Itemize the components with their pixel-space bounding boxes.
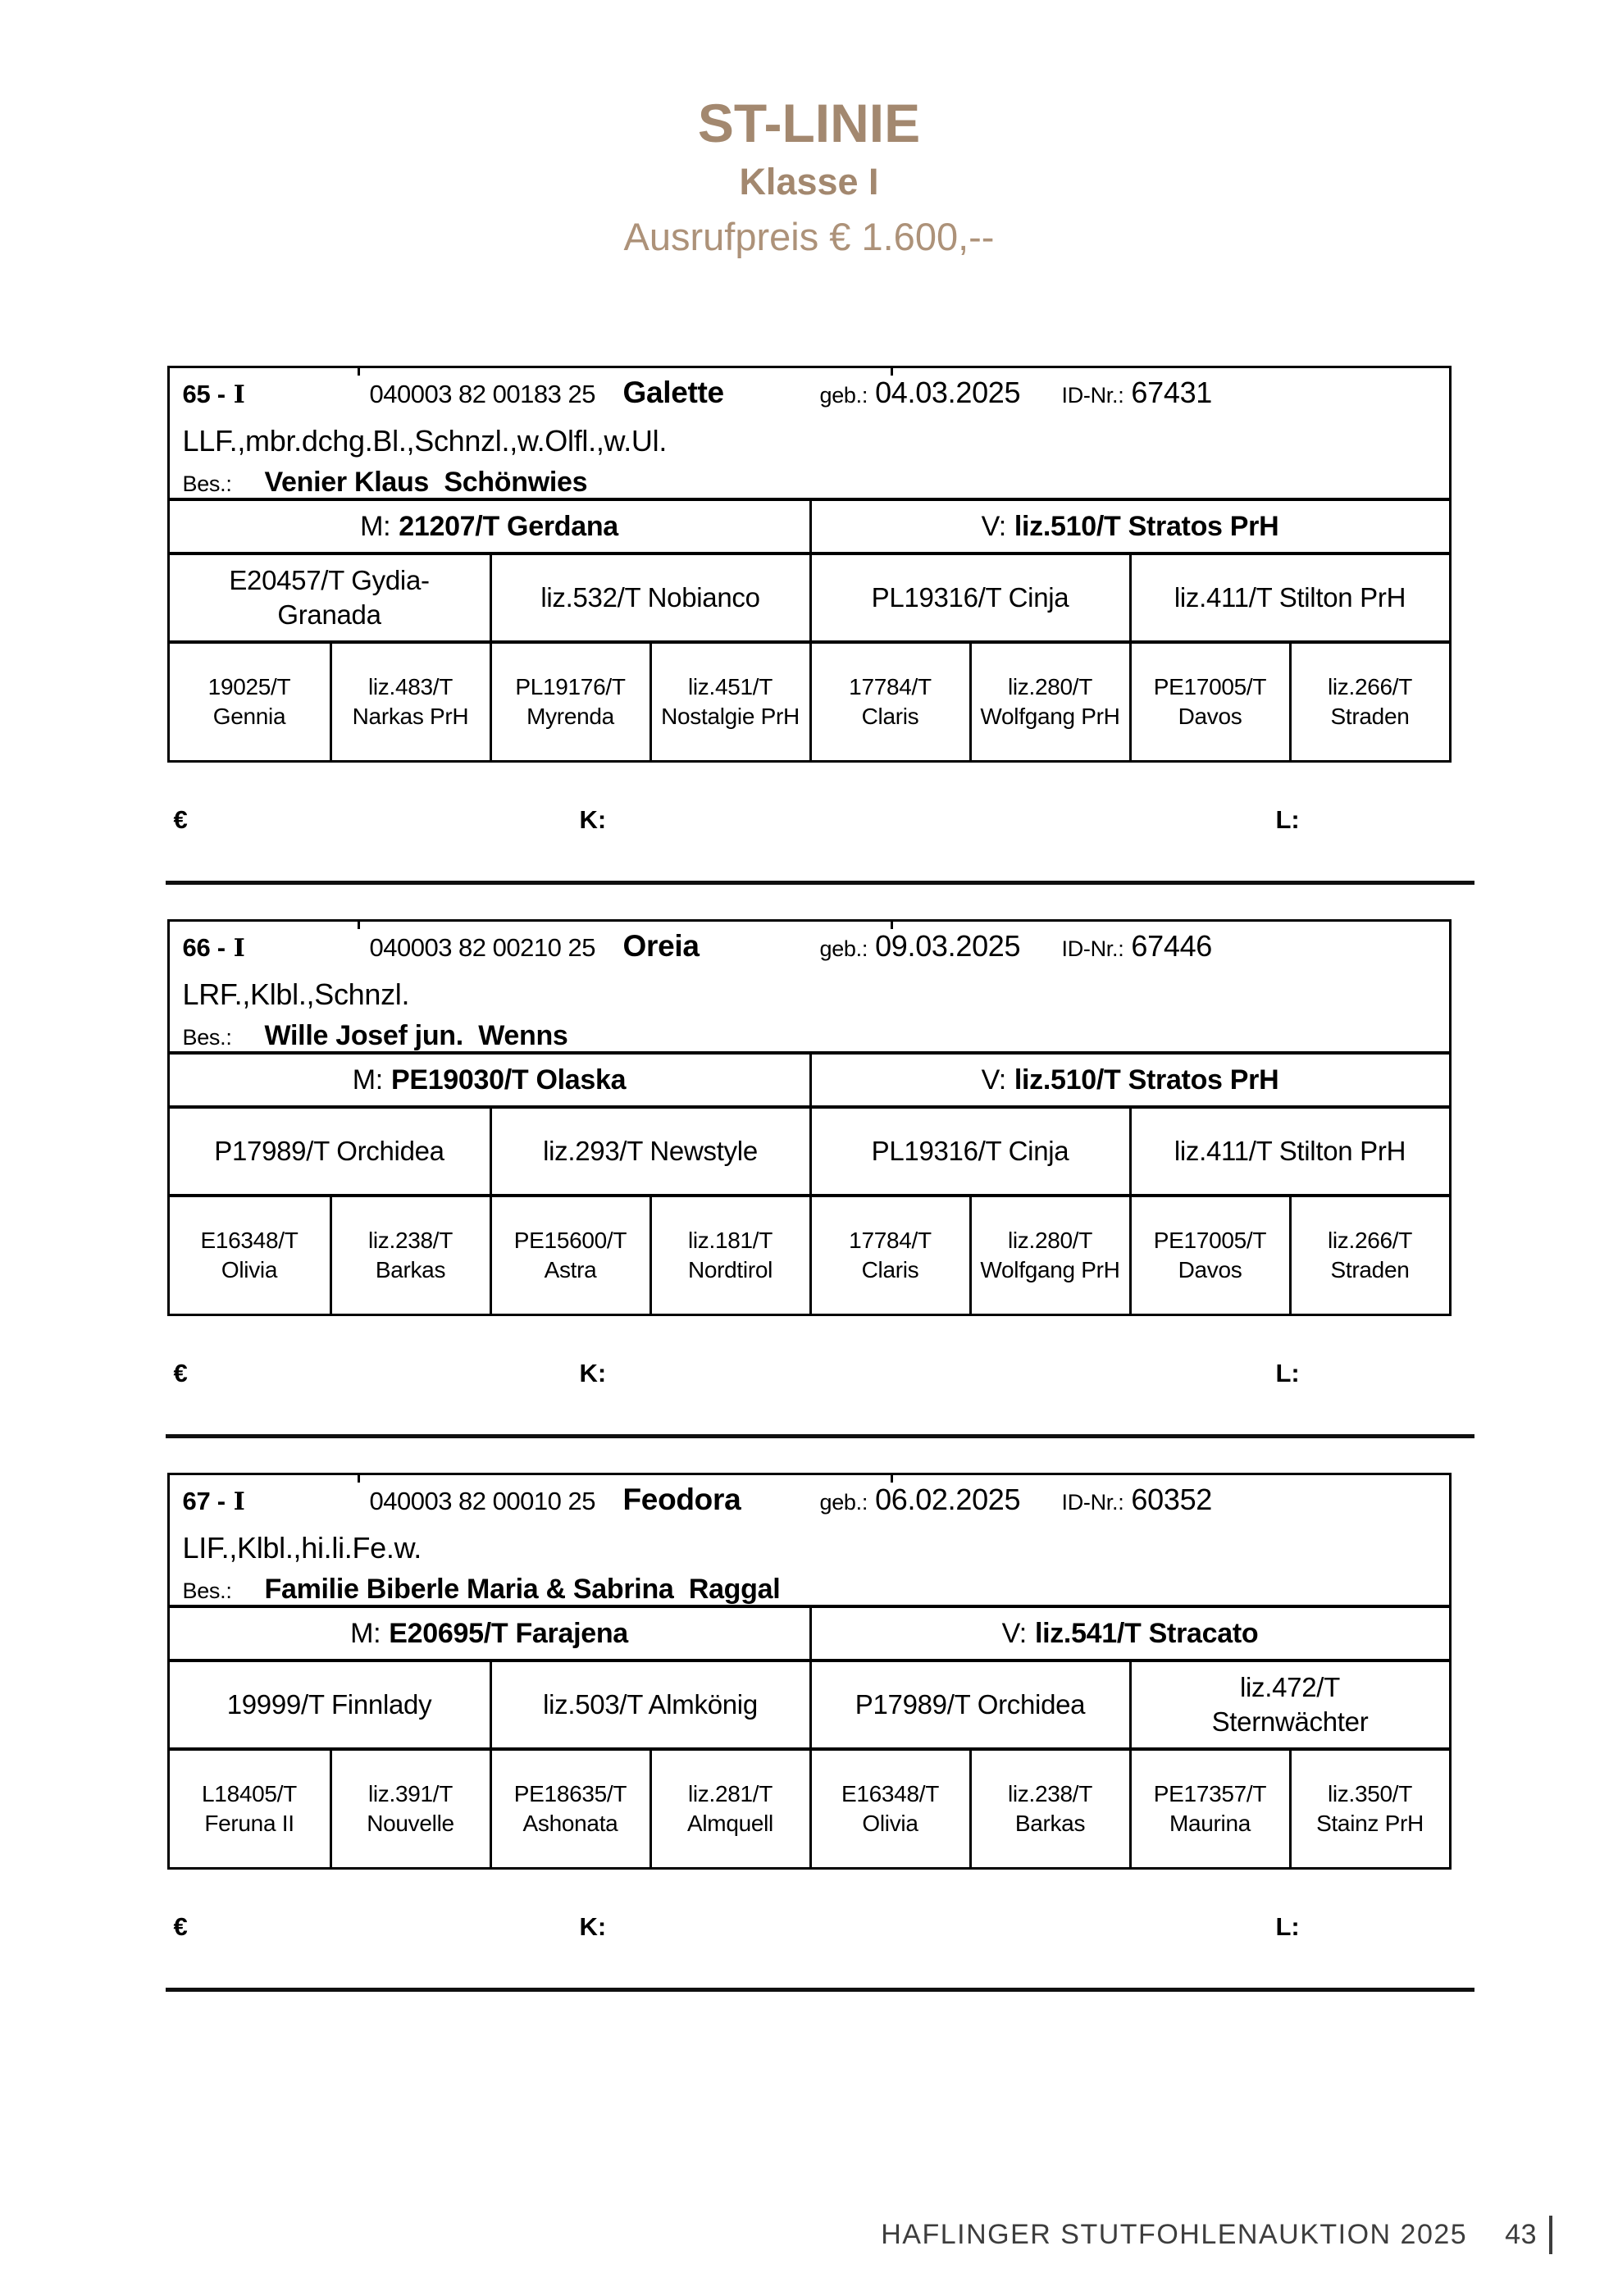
great-grandparent-cell: PE17005/T Davos — [1129, 640, 1289, 760]
section-divider — [166, 881, 1474, 885]
page-footer — [881, 2216, 1552, 2254]
euro-field-label: € — [173, 805, 188, 834]
grandparent-cell: liz.532/T Nobianco — [490, 552, 809, 640]
id-label: ID-Nr.: — [1061, 936, 1124, 961]
id-number: 67431 — [1131, 376, 1213, 409]
great-grandparent-cell: liz.350/T Stainz PrH — [1289, 1747, 1449, 1867]
id-group — [1062, 925, 1436, 974]
birth-date-label: geb.: — [819, 936, 868, 961]
lot-list — [167, 366, 1452, 1992]
owner-line — [183, 462, 1436, 498]
great-grandparent-cell: liz.266/T Straden — [1289, 1194, 1449, 1314]
birth-date-group — [820, 371, 1062, 421]
page-title: ST-LINIE — [697, 93, 921, 153]
pedigree-table — [167, 1473, 1452, 1870]
lot-number: 65 - I — [182, 380, 245, 409]
owner-label: Bes.: — [182, 1025, 232, 1050]
sire-name: liz.510/T Stratos PrH — [1014, 510, 1279, 542]
section-divider — [166, 1434, 1474, 1438]
class-heading: Klasse I — [739, 161, 879, 203]
lot-header — [170, 368, 1449, 498]
lot-header-line1 — [183, 1478, 1436, 1528]
birth-date: 06.02.2025 — [875, 1483, 1021, 1516]
id-label: ID-Nr.: — [1061, 1490, 1124, 1515]
birth-date: 04.03.2025 — [875, 376, 1021, 409]
dam-label: M: — [360, 510, 391, 542]
euro-field-label: € — [173, 1912, 188, 1941]
owner-line — [183, 1569, 1436, 1605]
great-grandparent-cell: liz.238/T Barkas — [969, 1747, 1129, 1867]
great-grandparent-cell: liz.181/T Nordtirol — [649, 1194, 809, 1314]
id-group — [1062, 1478, 1436, 1528]
l-field-label: L: — [1275, 1359, 1300, 1387]
euro-field-label: € — [173, 1359, 188, 1387]
dam-cell — [170, 1051, 809, 1105]
section-divider — [166, 1988, 1474, 1992]
great-grandparent-cell: PE17357/T Maurina — [1129, 1747, 1289, 1867]
lot-section — [167, 366, 1452, 885]
sire-label: V: — [981, 1064, 1006, 1096]
k-field-label: K: — [579, 805, 607, 834]
horse-name: Oreia — [622, 929, 700, 963]
birth-date-label: geb.: — [819, 383, 868, 408]
grandparent-cell: liz.472/T Sternwächter — [1129, 1659, 1449, 1747]
price-notes-row — [167, 1359, 1452, 1390]
great-grandparent-cell: liz.238/T Barkas — [330, 1194, 490, 1314]
great-grandparent-cell: liz.266/T Straden — [1289, 640, 1449, 760]
sire-label: V: — [1001, 1617, 1027, 1649]
dam-name: E20695/T Farajena — [389, 1617, 628, 1649]
horse-name: Feodora — [622, 1483, 741, 1516]
markings-description: LRF.,Klbl.,Schnzl. — [182, 977, 410, 1011]
lot-header — [170, 922, 1449, 1051]
birth-date-group — [820, 925, 1062, 974]
great-grandparent-cell: E16348/T Olivia — [809, 1747, 969, 1867]
owner-name: Venier Klaus Schönwies — [264, 467, 588, 498]
grandparent-cell: P17989/T Orchidea — [170, 1105, 490, 1194]
footer-bar — [1549, 2216, 1552, 2254]
lot-class: I — [233, 1487, 245, 1516]
lot-header-line1 — [183, 371, 1436, 421]
sire-name: liz.510/T Stratos PrH — [1014, 1064, 1279, 1096]
great-grandparent-cell: liz.281/T Almquell — [649, 1747, 809, 1867]
great-grandparent-cell: liz.451/T Nostalgie PrH — [649, 640, 809, 760]
horse-name: Galette — [622, 376, 724, 409]
lot-section — [167, 1473, 1452, 1992]
lot-class: I — [233, 934, 245, 963]
registration-number: 040003 82 00210 25 — [369, 933, 595, 962]
k-field-label: K: — [579, 1912, 607, 1941]
pedigree-table — [167, 366, 1452, 763]
lot-header — [170, 1475, 1449, 1605]
sire-name: liz.541/T Stracato — [1034, 1617, 1259, 1649]
great-grandparent-cell: PE17005/T Davos — [1129, 1194, 1289, 1314]
dam-label: M: — [350, 1617, 381, 1649]
lot-class: I — [233, 380, 245, 409]
great-grandparent-cell: PE15600/T Astra — [490, 1194, 649, 1314]
dam-cell — [170, 1605, 809, 1659]
dam-name: PE19030/T Olaska — [390, 1064, 627, 1096]
lot-header-line1 — [183, 925, 1436, 974]
great-grandparent-cell: 17784/T Claris — [809, 1194, 969, 1314]
great-grandparent-cell: L18405/T Feruna II — [170, 1747, 330, 1867]
sire-cell — [809, 1605, 1449, 1659]
lot-number: 67 - I — [182, 1487, 245, 1516]
birth-date: 09.03.2025 — [875, 929, 1021, 963]
footer-title: HAFLINGER STUTFOHLENAUKTION 2025 — [881, 2219, 1468, 2250]
owner-label: Bes.: — [182, 472, 232, 496]
sire-cell — [809, 498, 1449, 552]
grandparent-cell: liz.411/T Stilton PrH — [1129, 1105, 1449, 1194]
price-notes-row — [167, 1912, 1452, 1943]
markings-description: LIF.,Klbl.,hi.li.Fe.w. — [182, 1531, 422, 1565]
great-grandparent-cell: liz.280/T Wolfgang PrH — [969, 640, 1129, 760]
price-notes-row — [167, 805, 1452, 836]
id-group — [1062, 371, 1436, 421]
great-grandparent-cell: 19025/T Gennia — [170, 640, 330, 760]
lot-number: 66 - I — [182, 933, 245, 963]
great-grandparent-cell: 17784/T Claris — [809, 640, 969, 760]
grandparent-cell: E20457/T Gydia-Granada — [170, 552, 490, 640]
great-grandparent-cell: liz.391/T Nouvelle — [330, 1747, 490, 1867]
sire-label: V: — [981, 510, 1006, 542]
birth-date-label: geb.: — [819, 1490, 868, 1515]
starting-price: Ausrufpreis € 1.600,-- — [623, 215, 995, 258]
registration-number: 040003 82 00183 25 — [369, 380, 595, 408]
great-grandparent-cell: E16348/T Olivia — [170, 1194, 330, 1314]
owner-label: Bes.: — [182, 1578, 232, 1603]
grandparent-cell: liz.411/T Stilton PrH — [1129, 552, 1449, 640]
great-grandparent-cell: PE18635/T Ashonata — [490, 1747, 649, 1867]
dam-name: 21207/T Gerdana — [399, 510, 618, 542]
great-grandparent-cell: PL19176/T Myrenda — [490, 640, 649, 760]
masthead — [0, 0, 1618, 260]
sire-cell — [809, 1051, 1449, 1105]
owner-line — [183, 1015, 1436, 1051]
owner-name: Familie Biberle Maria & Sabrina Raggal — [264, 1574, 781, 1605]
id-number: 67446 — [1131, 929, 1213, 963]
registration-number: 040003 82 00010 25 — [369, 1487, 595, 1515]
l-field-label: L: — [1275, 1912, 1300, 1941]
dam-label: M: — [352, 1064, 383, 1096]
pedigree-table — [167, 919, 1452, 1316]
l-field-label: L: — [1275, 805, 1300, 834]
grandparent-cell: P17989/T Orchidea — [809, 1659, 1129, 1747]
markings-description: LLF.,mbr.dchg.Bl.,Schnzl.,w.Olfl.,w.Ul. — [182, 424, 668, 458]
k-field-label: K: — [579, 1359, 607, 1387]
grandparent-cell: PL19316/T Cinja — [809, 552, 1129, 640]
owner-name: Wille Josef jun. Wenns — [264, 1020, 568, 1051]
page-number: 43 — [1505, 2219, 1537, 2250]
grandparent-cell: 19999/T Finnlady — [170, 1659, 490, 1747]
birth-date-group — [820, 1478, 1062, 1528]
grandparent-cell: liz.293/T Newstyle — [490, 1105, 809, 1194]
grandparent-cell: PL19316/T Cinja — [809, 1105, 1129, 1194]
id-label: ID-Nr.: — [1061, 383, 1124, 408]
great-grandparent-cell: liz.280/T Wolfgang PrH — [969, 1194, 1129, 1314]
grandparent-cell: liz.503/T Almkönig — [490, 1659, 809, 1747]
id-number: 60352 — [1131, 1483, 1213, 1516]
lot-section — [167, 919, 1452, 1438]
great-grandparent-cell: liz.483/T Narkas PrH — [330, 640, 490, 760]
dam-cell — [170, 498, 809, 552]
